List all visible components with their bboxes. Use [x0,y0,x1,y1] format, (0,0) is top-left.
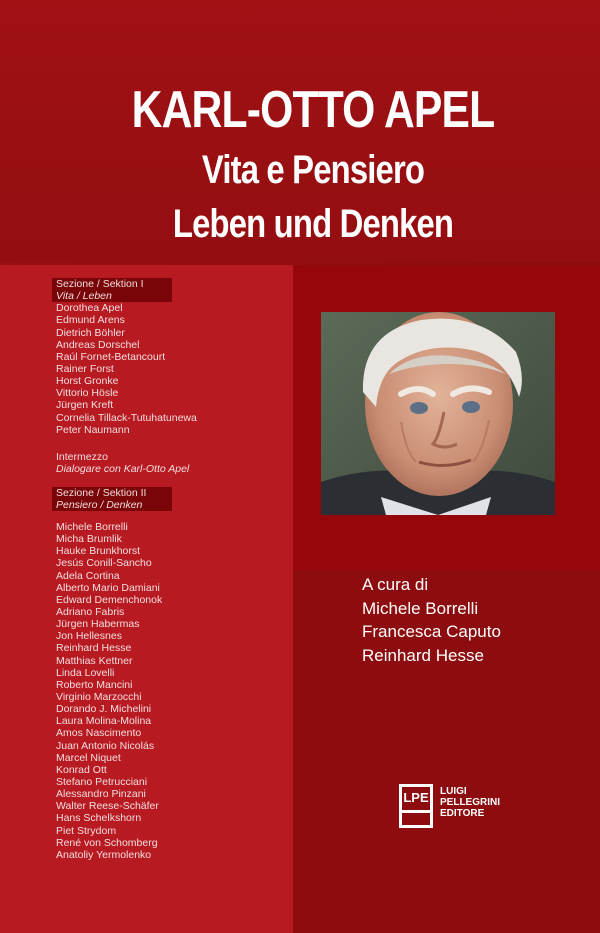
editor-name: Reinhard Hesse [362,645,484,665]
contributor-name: Alessandro Pinzani [56,788,146,801]
section-2-header: Sezione / Sektion II [52,487,172,499]
publisher-line-2: PELLEGRINI [440,797,501,808]
intermezzo-block [52,451,189,475]
publisher-line-1: LUIGI [440,786,467,797]
publisher-name [440,786,500,819]
contributor-name: Raúl Fornet-Betancourt [56,350,166,363]
contributor-name: Rainer Forst [56,362,114,375]
section-1-subheader: Vita / Leben [52,290,172,302]
contributor-name: Piet Strydom [56,824,117,837]
contributor-name: Michele Borrelli [56,521,128,533]
section-2-block [52,487,172,511]
contributor-name: Marcel Niquet [56,751,121,764]
contributor-name: Adriano Fabris [56,605,125,618]
contributor-name: Matthias Kettner [56,654,133,667]
contributor-name: Virginio Marzocchi [56,690,142,703]
contributor-name: Hans Schelkshorn [56,812,142,825]
intermezzo-subheader: Dialogare con Karl-Otto Apel [56,463,190,476]
section-2-names [52,521,162,861]
section-2-subheader: Pensiero / Denken [52,499,172,511]
author-portrait [321,312,555,515]
contributor-name: Peter Naumann [56,423,130,436]
contributor-name: Linda Lovelli [56,666,115,679]
contributor-name: Dietrich Böhler [56,326,125,339]
editor-name: Francesca Caputo [362,622,501,642]
contributor-name: Stefano Petrucciani [56,775,148,788]
contributor-name: Hauke Brunkhorst [56,545,141,558]
contributor-name: Horst Gronke [56,375,119,388]
contributor-name: René von Schomberg [56,836,158,849]
contributor-name: Roberto Mancini [56,678,133,691]
contributor-name: Dorothea Apel [56,302,123,315]
contributor-name: Adela Cortina [56,569,120,582]
section-1-header: Sezione / Sektion I [52,278,172,290]
contributor-name: Laura Molina-Molina [56,715,152,728]
editor-name: Michele Borrelli [362,598,479,618]
contributor-name: Juan Antonio Nicolás [56,739,155,752]
contributor-name: Cornelia Tillack-Tutuhatunewa [56,411,197,424]
publisher-emblem-icon [398,782,434,830]
publisher-logo [398,782,501,830]
contributor-name: Alberto Mario Damiani [56,581,160,594]
editors-label: A cura di [362,575,429,594]
contributor-name: Andreas Dorschel [56,338,140,351]
contributor-name: Anatoliy Yermolenko [56,848,152,861]
publisher-line-3: EDITORE [440,808,485,819]
contributor-name: Jesús Conill-Sancho [56,557,152,570]
contributor-name: Konrad Ott [56,763,107,776]
table-of-contents [52,278,197,436]
contributor-name: Jon Hellesnes [56,630,122,643]
contributor-name: Micha Brumlik [56,533,122,546]
contributor-name: Jürgen Habermas [56,618,140,631]
book-author-title: KARL-OTTO APEL [131,81,495,139]
contributor-name: Dorando J. Michelini [56,703,152,716]
book-title-german: Leben und Denken [172,202,454,246]
contributor-name: Edmund Arens [56,314,125,327]
contributor-name: Edward Demenchonok [56,593,163,606]
publisher-emblem-letters: LPE [403,790,429,805]
contributor-name: Walter Reese-Schäfer [56,800,159,813]
book-title-italian: Vita e Pensiero [201,148,425,192]
contributor-name: Amos Nascimento [56,727,142,740]
contributor-name: Vittorio Hösle [56,387,119,400]
editors-credit [362,573,501,667]
intermezzo-header: Intermezzo [56,451,108,463]
contributor-name: Reinhard Hesse [56,642,132,655]
contributor-name: Jürgen Kreft [56,399,114,412]
